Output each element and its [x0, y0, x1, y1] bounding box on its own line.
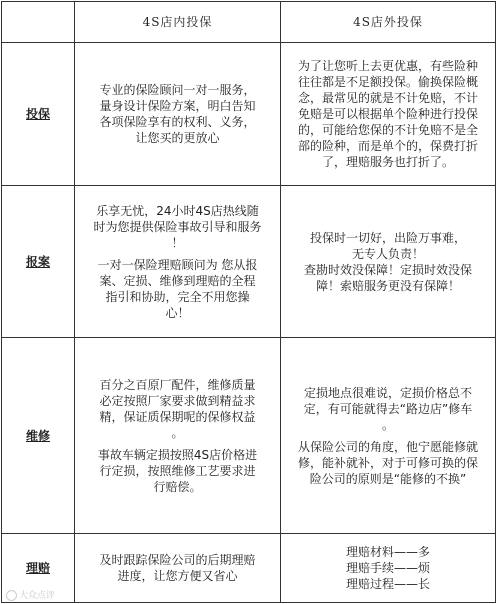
cell-line: 为了让您听上去更优惠，有些险种 — [297, 59, 478, 73]
category-label: 维修 — [2, 338, 75, 534]
cell-line: 修，能补就补，对于可修可换的保 — [297, 455, 478, 470]
cell-line: 案、定损、维修到理赔的全程 — [99, 273, 256, 288]
out-store-cell — [281, 338, 496, 534]
cell-line: 各项保险享有的权利、义务， — [99, 115, 256, 129]
category-label: 投保 — [2, 43, 75, 186]
out-store-cell — [281, 534, 496, 603]
cell-line: 一对一保险理赔顾问为 您从报 — [97, 257, 258, 272]
cell-line: 。 — [381, 417, 394, 432]
cell-line: 定损地点很难说，定损价格总不 — [303, 385, 472, 400]
cell-line: 。 — [171, 425, 184, 440]
cell-line: 进度，让您方便又省心 — [117, 569, 238, 583]
cell-line: 无专人负责！ — [351, 246, 424, 261]
cell-line: 事故车辆定损按照4S店价格进 — [97, 447, 258, 462]
row-repair — [2, 338, 496, 534]
cell-line: 必定按照厂家要求做到精益求 — [99, 393, 256, 408]
cell-line: 时为您提供保险事故引导和服务 — [93, 219, 262, 234]
row-report — [2, 186, 496, 338]
cell-line: 指引和协助，完全不用您操 — [105, 289, 250, 304]
cell-line: 从保险公司的角度，他宁愿能修就 — [297, 439, 478, 454]
corner-cell — [2, 2, 75, 43]
watermark — [6, 588, 55, 601]
cell-line: 行赔偿。 — [153, 479, 202, 494]
cell-line: 行定损，按照维修工艺要求进 — [99, 463, 256, 478]
cell-line: 部的险种，而是单个的，保费打折 — [297, 139, 478, 153]
cell-line: 专业的保险顾问一对一服务， — [99, 83, 256, 97]
category-label: 理赔 — [2, 534, 75, 603]
cell-line: 及时跟踪保险公司的后期理赔 — [99, 553, 256, 567]
watermark-icon — [6, 590, 17, 601]
in-store-cell — [75, 338, 281, 534]
row-insure — [2, 43, 496, 186]
cell-line: 定，有可能就得去“路边店”修车 — [303, 401, 473, 416]
cell-line: 往往都是不足额投保。偷换保险概 — [297, 75, 478, 89]
comparison-table — [1, 1, 496, 603]
cell-line: ！ — [171, 235, 184, 250]
header-row — [2, 2, 496, 43]
cell-line: 理赔手续——烦 — [345, 561, 430, 575]
cell-line: 精，保证质保期呢的保修权益 — [99, 409, 256, 424]
cell-line: 理赔材料——多 — [345, 545, 430, 559]
cell-line: 了，理赔服务也打折了。 — [321, 155, 454, 169]
cell-line: 乐享无忧，24小时4S店热线随 — [96, 203, 259, 218]
cell-line: 让您买的更放心 — [135, 131, 220, 145]
cell-line: 量身设计保险方案，明白告知 — [99, 99, 256, 113]
header-out-store: 4S店外投保 — [281, 2, 496, 43]
cell-line: 投保时一切好，出险万事难， — [309, 230, 466, 245]
in-store-cell — [75, 43, 281, 186]
in-store-cell — [75, 186, 281, 338]
cell-line: 百分之百原厂配件，维修质量 — [99, 377, 256, 392]
in-store-cell — [75, 534, 281, 603]
cell-line: 的，可能给您保的不计免赔不是全 — [297, 123, 478, 137]
cell-line: 心！ — [165, 305, 190, 320]
cell-line: 念，最常见的就是不计免赔，不计 — [297, 91, 478, 105]
category-label: 报案 — [2, 186, 75, 338]
header-in-store: 4S店内投保 — [75, 2, 281, 43]
cell-line: 障！索赔服务更没有保障！ — [315, 278, 460, 293]
watermark-text: 大众点评 — [19, 591, 56, 601]
row-claim — [2, 534, 496, 603]
cell-line: 查勘时效没保障！定损时效没保 — [303, 262, 472, 277]
cell-line: 免赔是可以根据单个险种进行投保 — [297, 107, 478, 121]
cell-line: 险公司的原则是“能修的不换” — [309, 471, 467, 486]
cell-line: 理赔过程——长 — [345, 577, 430, 591]
out-store-cell — [281, 43, 496, 186]
out-store-cell — [281, 186, 496, 338]
